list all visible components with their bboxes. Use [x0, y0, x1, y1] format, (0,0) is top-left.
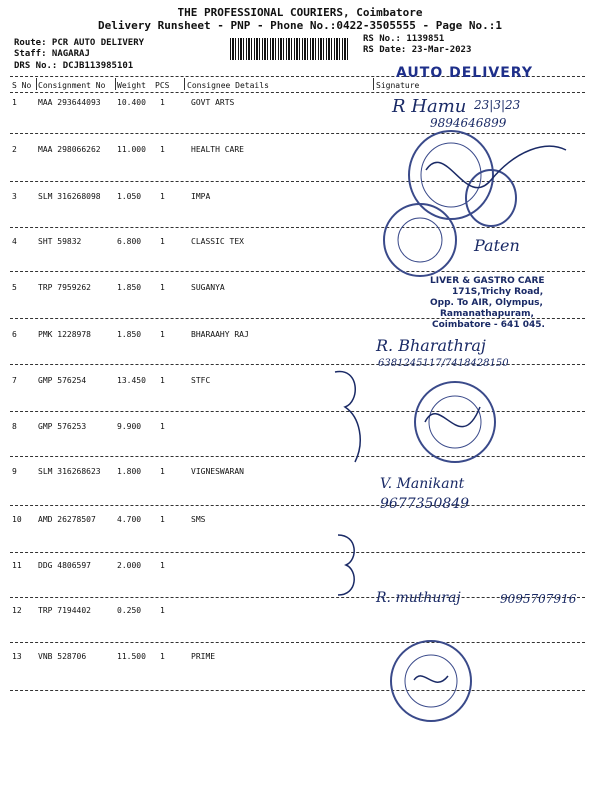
- classic-textile-engineers-seal-icon: [380, 200, 460, 280]
- rs-date: RS Date: 23-Mar-2023: [363, 45, 472, 55]
- row-consignment: GMP 576254: [38, 376, 87, 385]
- row-consignment: GMP 576253: [38, 422, 87, 431]
- row-weight: 11.000: [117, 145, 146, 154]
- liver-stamp-title: LIVER & GASTRO CARE: [430, 276, 545, 286]
- row-weight: 1.850: [117, 283, 142, 292]
- row-weight: 4.700: [117, 515, 142, 524]
- col-sno: S No: [12, 81, 32, 90]
- row1-signature-date: 23|3|23: [474, 98, 521, 112]
- row-sno: 12: [12, 606, 22, 615]
- row-consignment: MAA 293644093: [38, 98, 101, 107]
- row-sno: 1: [12, 98, 17, 107]
- row-pcs: 1: [160, 98, 165, 107]
- row-pcs: 1: [160, 652, 165, 661]
- row-consignee: IMPA: [191, 192, 211, 201]
- runsheet-subtitle: Delivery Runsheet - PNP - Phone No.:0422-3505555 - Page No.:1: [98, 19, 502, 32]
- staff-label: Staff: NAGARAJ: [14, 49, 90, 59]
- col-pcs: PCS: [155, 81, 170, 90]
- row-pcs: 1: [160, 145, 165, 154]
- row-consignment: SLM 316268623: [38, 467, 101, 476]
- row-consignee: CLASSIC TEX: [191, 237, 244, 246]
- row-weight: 1.050: [117, 192, 142, 201]
- route-label: Route: PCR AUTO DELIVERY: [14, 38, 145, 48]
- row-consignment: TRP 7959262: [38, 283, 91, 292]
- row-sno: 11: [12, 561, 22, 570]
- row-sno: 9: [12, 467, 17, 476]
- row-sno: 10: [12, 515, 22, 524]
- row9-signature-phone: 9677350849: [380, 496, 470, 512]
- row-weight: 13.450: [117, 376, 146, 385]
- row-pcs: 1: [160, 606, 165, 615]
- row12-signature-phone: 9095707916: [500, 592, 577, 606]
- row6-signature-name: R. Bharathraj: [376, 336, 486, 355]
- row12-signature-name: R. muthuraj: [376, 590, 461, 606]
- row-pcs: 1: [160, 561, 165, 570]
- row-weight: 1.800: [117, 467, 142, 476]
- prime-logistic-seal-icon: [386, 636, 476, 726]
- row-weight: 9.900: [117, 422, 142, 431]
- row-weight: 11.500: [117, 652, 146, 661]
- row-consignee: BHARAAHY RAJ: [191, 330, 249, 339]
- row-pcs: 1: [160, 376, 165, 385]
- row-pcs: 1: [160, 283, 165, 292]
- row-sno: 3: [12, 192, 17, 201]
- row-consignee: HEALTH CARE: [191, 145, 244, 154]
- liver-stamp-line2: Opp. To AIR, Olympus,: [430, 298, 543, 308]
- row1-signature-phone: 9894646899: [430, 116, 507, 130]
- col-weight: Weight: [117, 81, 146, 90]
- row-consignment: PMK 1228978: [38, 330, 91, 339]
- row-consignee: VIGNESWARAN: [191, 467, 244, 476]
- row-consignee: GOVT ARTS: [191, 98, 235, 107]
- row6-signature-phone: 6381245117/7418428150: [378, 358, 509, 369]
- row9-signature-name: V. Manikant: [380, 476, 465, 492]
- row-pcs: 1: [160, 467, 165, 476]
- row-consignee: SMS: [191, 515, 206, 524]
- col-consignee: Consignee Details: [187, 81, 269, 90]
- row-consignment: AMD 26278507: [38, 515, 96, 524]
- rs-number: RS No.: 1139851: [363, 34, 445, 44]
- row-consignment: VNB 528706: [38, 652, 87, 661]
- row-consignment: DDG 4806597: [38, 561, 91, 570]
- shriram-seal-icon: [320, 362, 500, 472]
- row-sno: 5: [12, 283, 17, 292]
- barcode-image: [230, 38, 350, 60]
- row-sno: 13: [12, 652, 22, 661]
- liver-stamp-line4: Coimbatore - 641 045.: [432, 320, 545, 330]
- row-consignment: SHT 59832: [38, 237, 82, 246]
- row-weight: 0.250: [117, 606, 142, 615]
- row-pcs: 1: [160, 192, 165, 201]
- row-consignment: TRP 7194402: [38, 606, 91, 615]
- liver-stamp-line1: 171S,Trichy Road,: [452, 287, 544, 297]
- row-weight: 6.800: [117, 237, 142, 246]
- row-consignee: SUGANYA: [191, 283, 225, 292]
- row-sno: 2: [12, 145, 17, 154]
- col-signature: Signature: [376, 81, 420, 90]
- row-consignee: PRIME: [191, 652, 216, 661]
- row-pcs: 1: [160, 237, 165, 246]
- row-sno: 4: [12, 237, 17, 246]
- row-weight: 2.000: [117, 561, 142, 570]
- row-pcs: 1: [160, 330, 165, 339]
- row-sno: 6: [12, 330, 17, 339]
- row-consignment: MAA 298066262: [38, 145, 101, 154]
- row-consignee: STFC: [191, 376, 211, 385]
- row-weight: 1.850: [117, 330, 142, 339]
- row-sno: 8: [12, 422, 17, 431]
- row-consignment: SLM 316268098: [38, 192, 101, 201]
- company-title: THE PROFESSIONAL COURIERS, Coimbatore: [177, 6, 423, 19]
- drs-number: DRS No.: DCJB113985101: [14, 61, 134, 71]
- row1-signature-name: R Hamu: [392, 96, 467, 117]
- liver-stamp-line3: Ramanathapuram,: [440, 309, 534, 319]
- row-weight: 10.400: [117, 98, 146, 107]
- row4-signature: Paten: [474, 236, 520, 255]
- row-pcs: 1: [160, 422, 165, 431]
- col-consignment: Consignment No: [38, 81, 106, 90]
- auto-delivery-stamp: AUTO DELIVERY: [396, 65, 533, 81]
- row-sno: 7: [12, 376, 17, 385]
- row-pcs: 1: [160, 515, 165, 524]
